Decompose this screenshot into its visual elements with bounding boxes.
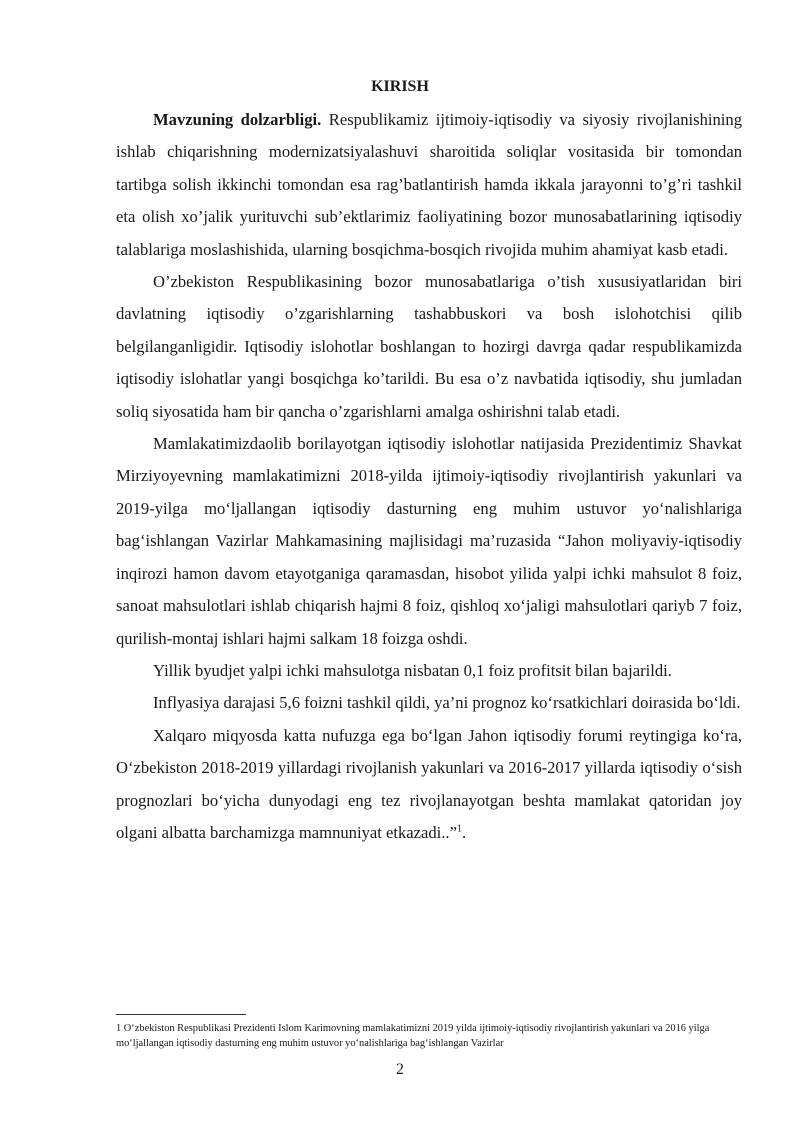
footnote-text: 1 O‘zbekiston Respublikasi Prezidenti Islom Karimovning mamlakatimizni 2019 yilda ijtimoiy-iqtisodiy rivojlantirish yakunlari va 2016 yilga mo‘ljallangan iqtisodiy dasturning eng muhim ustuvor yo‘nalishlariga bag‘ishlangan Vazirlar (116, 1023, 710, 1049)
paragraph (116, 687, 742, 719)
paragraph (116, 720, 742, 850)
paragraph-lead: Mavzuning dolzarbligi. (153, 110, 322, 129)
paragraph-tail: . (461, 822, 467, 842)
page-number: 2 (396, 1061, 404, 1078)
paragraph (116, 428, 742, 655)
paragraph (116, 655, 742, 687)
paragraph-text: O’zbekiston Respublikasining bozor munosabatlariga o’tish xususiyatlaridan biri davlatning iqtisodiy o’zgarishlarning tashabbuskori va bosh islohotchisi qilib belgilanganligidir. Iqtisodiy islohotlar boshlangan to hozirgi davrga qadar respublikamizda iqtisodiy islohatlar yangi bosqichga ko’tarildi. Bu esa o’z navbatida iqtisodiy, shu jumladan soliq siyosatida ham bir qancha o’zgarishlarni amalga oshirishni talab etadi. (116, 272, 742, 421)
paragraph-text: Mamlakatimizdaolib borilayotgan iqtisodiy islohotlar natijasida Prezidentimiz Shavkat Mirziyoyevning mamlakatimizni 2018-yilda ijtimoiy-iqtisodiy rivojlantirish yakunlari va 2019-yilga mo‘ljallangan iqtisodiy dasturning eng muhim ustuvor yo‘nalishlariga bag‘ishlangan Vazirlar Mahkamasining majlisidagi ma’ruzasida “Jahon moliyaviy-iqtisodiy inqirozi hamon davom etayotganiga qaramasdan, hisobot yilida yalpi ichki mahsulot 8 foiz, sanoat mahsulotlari ishlab chiqarish hajmi 8 foiz, qishloq xo‘jaligi mahsulotlari qariyb 7 foiz, qurilish-montaj ishlari hajmi salkam 18 foizga oshdi. (116, 434, 742, 648)
footnote-divider (116, 1014, 246, 1015)
section-title: KIRISH (371, 78, 429, 95)
paragraph-text: Inflyasiya darajasi 5,6 foizni tashkil qildi, ya’ni prognoz ko‘rsatkichlari doirasida bo‘ldi. (153, 693, 741, 713)
paragraph-relevance (116, 104, 742, 266)
paragraph (116, 266, 742, 428)
footnote-reference[interactable]: 1 (456, 823, 462, 835)
paragraph-text: Yillik byudjet yalpi ichki mahsulotga nisbatan 0,1 foiz profitsit bilan bajarildi. (153, 660, 672, 680)
paragraph-text: Xalqaro miqyosda katta nufuzga ega bo‘lgan Jahon iqtisodiy forumi reytingiga ko‘ra, O‘zbekiston 2018-2019 yillardagi rivojlanish yakunlari va 2016-2017 yillarda iqtisodiy o‘sish prognozlari bo‘yicha dunyodagi eng tez rivojlanayotgan beshta mamlakat qatoridan joy olgani albatta barchamizga mamnuniyat etkazadi..” (116, 725, 742, 842)
paragraph-text: Respublikamiz ijtimoiy-iqtisodiy va siyosiy rivojlanishining ishlab chiqarishning modernizatsiyalashuvi sharoitida soliqlar vositasida bir tomondan tartibga solish ikkinchi tomondan esa rag’batlantirish hamda ikkala jarayonni to’g’ri tashkil eta olish xo’jalik yurituvchi sub’ektlarimiz faoliyatining bozor munosabatlarining iqtisodiy talablariga moslashishida, ularning bosqichma-bosqich rivojida muhim ahamiyat kasb etadi. (116, 110, 743, 259)
body-text (116, 104, 742, 849)
